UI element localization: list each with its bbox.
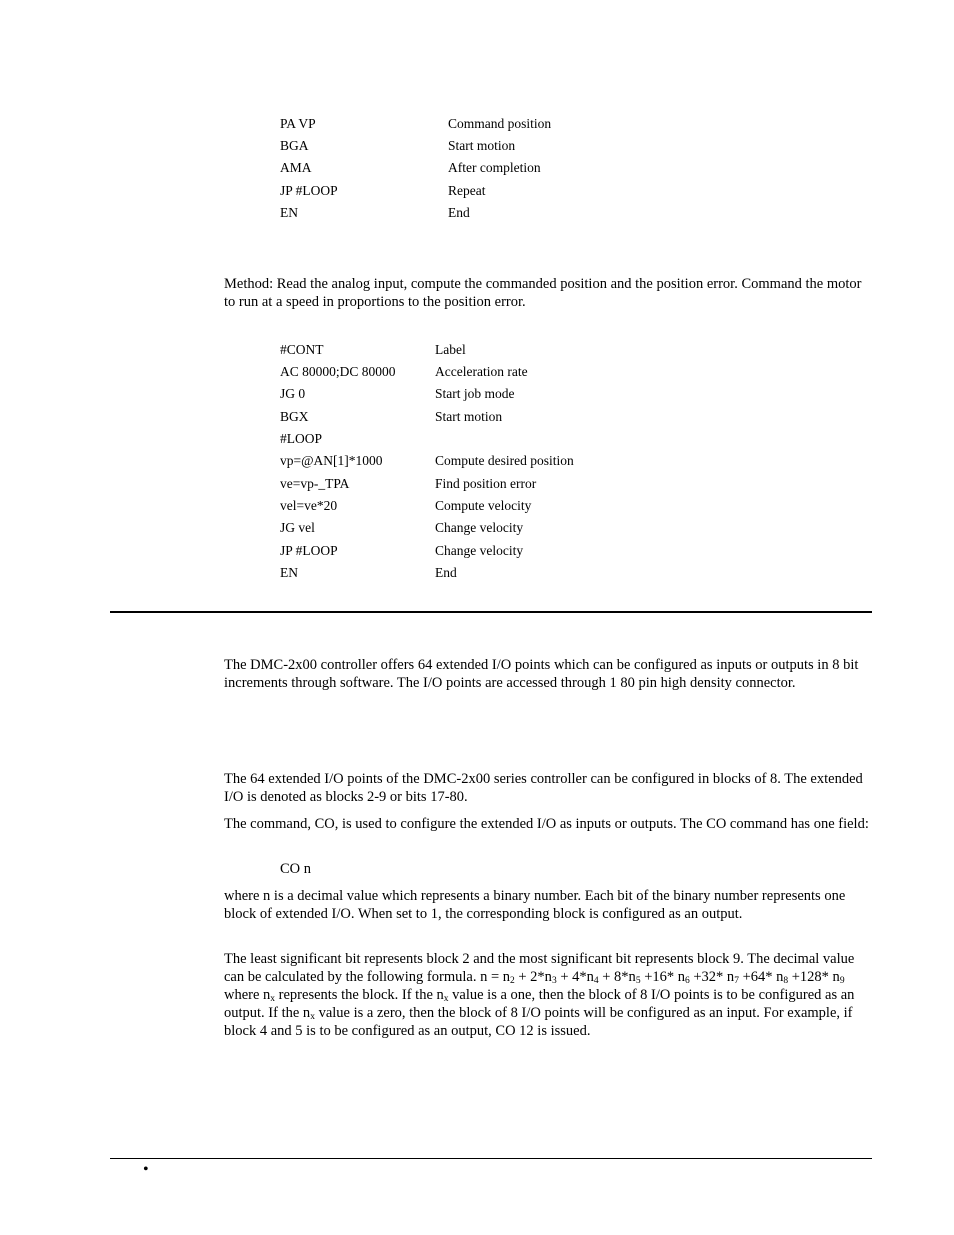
code-command: #CONT [280,342,324,357]
formula-text-part: where n [224,987,271,1003]
code-comment: Start job mode [435,386,515,401]
subscript: x [310,1012,315,1022]
code-comment: End [435,565,457,580]
code-comment: Acceleration rate [435,364,528,379]
config-text-1: The 64 extended I/O points of the DMC-2x00 series controller can be configured in blocks of 8. The extended I/O is denoted as blocks 2-9 or bits 17-80. [224,771,863,805]
subscript: 3 [551,976,557,986]
co-syntax: CO n [280,861,312,877]
code-comment: Start motion [448,138,516,153]
code-command: JP #LOOP [280,543,338,558]
code-comment: Repeat [448,183,486,198]
code-command: BGA [280,138,309,153]
formula-text-part: represents the block. If the n [275,987,444,1003]
subscript: 6 [685,976,690,986]
subscript: 7 [734,976,739,986]
code-command: JG vel [280,520,315,535]
subscript: x [443,994,449,1004]
code-command: AMA [280,160,312,175]
formula-text [224,950,874,1040]
code-comment: Label [435,342,466,357]
config-paragraph-2 [224,815,872,833]
subscript: 2 [510,976,515,986]
code-command: AC 80000;DC 80000 [280,364,396,379]
formula-text-part: + 2*n [514,969,552,985]
intro-paragraph [224,656,872,692]
code-comment: After completion [448,160,541,175]
subscript: x [270,994,276,1004]
code-command: BGX [280,409,309,424]
section-divider [110,611,872,613]
config-text-2: The command, CO, is used to configure the extended I/O as inputs or outputs. The CO command has one field: [224,816,869,832]
subscript: 4 [593,976,599,986]
code-comment: Compute velocity [435,498,532,513]
code-comment: Compute desired position [435,453,574,468]
code-command: JG 0 [280,386,306,401]
code-comment: Find position error [435,476,537,491]
formula-paragraph [224,950,874,1040]
formula-text-part: +16* n [640,969,685,985]
formula-text-part: +32* n [689,969,735,985]
footer-bullet: • [143,1161,149,1178]
footer-divider [110,1158,872,1159]
code-comment: End [448,205,470,220]
subscript: 5 [635,976,641,986]
method-text: Method: Read the analog input, compute the commanded position and the position error. Command the motor to run at a speed in proportions to the position error. [224,276,862,310]
formula-text-part: value is a one, then the block of 8 I/O points is to be configured as an output. If the n [224,987,855,1021]
method-paragraph [224,275,872,311]
formula-text-part: value is a zero, then the block of 8 I/O points will be configured as an input. For example, if block 4 and 5 is to be configured as an output, CO 12 is issued. [224,1005,853,1039]
config-paragraph-3 [224,887,872,923]
code-command: EN [280,205,298,220]
formula-text-part: + 4*n [556,969,594,985]
code-command: vp=@AN[1]*1000 [280,453,383,468]
code-comment: Change velocity [435,543,524,558]
code-command: PA VP [280,116,316,131]
subscript: 8 [783,976,789,986]
formula-text-part: +128* n [788,969,840,985]
code-command: JP #LOOP [280,183,338,198]
code-command: #LOOP [280,431,323,446]
formula-text-part: The least significant bit represents block 2 and the most significant bit represents block 9. The decimal value can be calculated by the following formula. n = n [224,951,855,985]
code-comment: Start motion [435,409,503,424]
formula-text-part: + 8*n [598,969,636,985]
code-command: ve=vp-_TPA [280,476,350,491]
code-command: EN [280,565,298,580]
code-comment: Change velocity [435,520,524,535]
config-paragraph-1 [224,770,872,806]
subscript: 9 [839,976,845,986]
config-text-3: where n is a decimal value which represents a binary number. Each bit of the binary number represents one block of extended I/O. When set to 1, the corresponding block is configured as an output. [224,888,846,922]
intro-text: The DMC-2x00 controller offers 64 extended I/O points which can be configured as inputs or outputs in 8 bit increments through software. The I/O points are accessed through 1 80 pin high density connector. [224,657,859,691]
code-comment: Command position [448,116,552,131]
formula-text-part: +64* n [738,969,784,985]
code-command: vel=ve*20 [280,498,338,513]
